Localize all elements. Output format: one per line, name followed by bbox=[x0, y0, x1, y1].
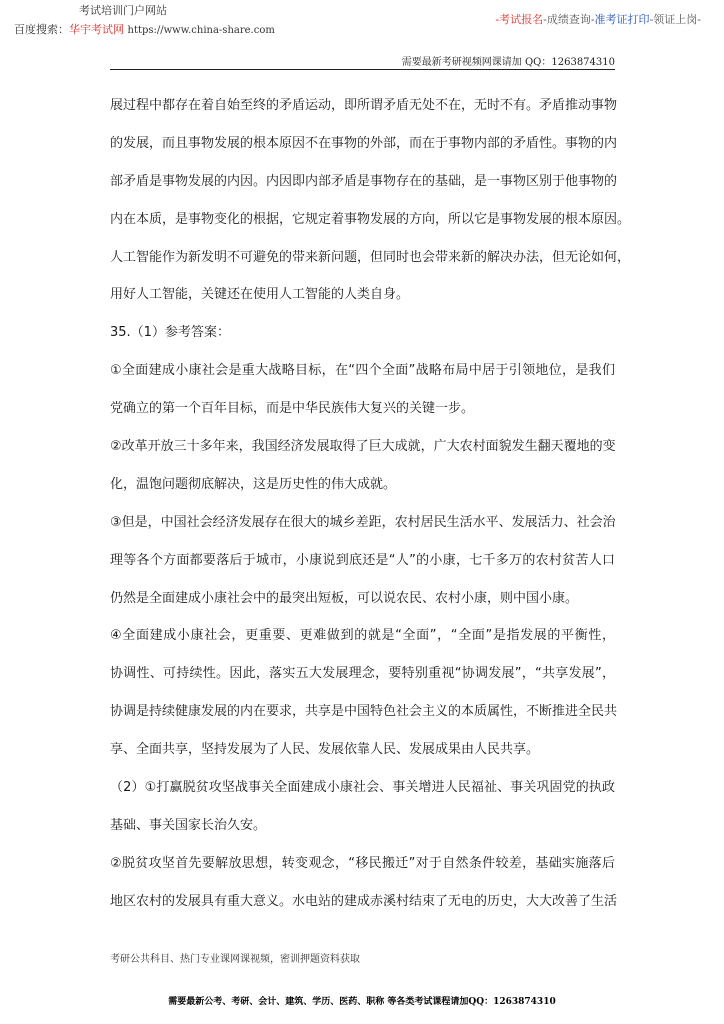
text-line: 协调性、可持续性。因此，落实五大发展理念，要特别重视“协调发展”，“共享发展”， bbox=[110, 666, 615, 682]
text-line: 协调是持续健康发展的内在要求，共享是中国特色社会主义的本质属性，不断推进全民共 bbox=[110, 704, 618, 720]
header-note: 需要最新考研视频网课请加 QQ：1263874310 bbox=[401, 57, 615, 68]
text-line: 部矛盾是事物发展的内因。内因即内部矛盾是事物存在的基础，是一事物区别于他事物的 bbox=[110, 173, 618, 189]
text-line: ②脱贫攻坚首先要解放思想，转变观念，“移民搬迁”对于自然条件较差，基础实施落后 bbox=[110, 855, 615, 871]
search-hint bbox=[14, 21, 275, 37]
link-score-query[interactable]: -成绩查询 bbox=[543, 13, 591, 26]
document-body bbox=[110, 96, 631, 930]
link-exam-registration[interactable]: -考试报名 bbox=[495, 13, 544, 26]
header-divider bbox=[110, 69, 615, 70]
text-line: 党确立的第一个百年目标，而是中华民族伟大复兴的关键一步。 bbox=[110, 401, 475, 417]
search-label: 百度搜索： bbox=[14, 23, 69, 36]
text-line: 人工智能作为新发明不可避免的带来新问题，但同时也会带来新的解决办法，但无论如何， bbox=[110, 249, 631, 265]
text-line: 仍然是全面建成小康社会中的最突出短板，可以说农民、农村小康，则中国小康。 bbox=[110, 590, 579, 606]
text-line: 用好人工智能，关键还在使用人工智能的人类自身。 bbox=[110, 287, 410, 303]
question-heading: 35.（1）参考答案： bbox=[110, 325, 230, 341]
footer-contact: 需要最新公考、考研、会计、建筑、学历、医药、职称 等各类考试课程请加QQ：1263874310 bbox=[168, 997, 556, 1007]
text-line: 理等各个方面都要落后于城市，小康说到底还是“人”的小康，七千多万的农村贫苦人口 bbox=[110, 552, 615, 568]
text-line: 享、全面共享，坚持发展为了人民、发展依靠人民、发展成果由人民共享。 bbox=[110, 742, 540, 758]
search-brand[interactable]: 华宇考试网 bbox=[69, 23, 124, 36]
text-line: 的发展，而且事物发展的根本原因不在事物的外部，而在于事物内部的矛盾性。事物的内 bbox=[110, 135, 618, 151]
text-line: 内在本质，是事物变化的根据，它规定着事物发展的方向，所以它是事物发展的根本原因。 bbox=[110, 211, 631, 227]
text-line: 化，温饱问题彻底解决，这是历史性的伟大成就。 bbox=[110, 476, 397, 492]
text-line: ④全面建成小康社会，更重要、更难做到的就是“全面”，“全面”是指发展的平衡性， bbox=[110, 628, 615, 644]
text-line: ③但是，中国社会经济发展存在很大的城乡差距，农村居民生活水平、发展活力、社会治 bbox=[110, 514, 616, 530]
site-title: 考试培训门户网站 bbox=[79, 4, 167, 17]
text-line: ①全面建成小康社会是重大战略目标，在“四个全面”战略布局中居于引领地位，是我们 bbox=[110, 363, 615, 379]
search-url[interactable]: https://www.china-share.com bbox=[127, 25, 275, 36]
text-line: 展过程中都存在着自始至终的矛盾运动，即所谓矛盾无处不在，无时不有。矛盾推动事物 bbox=[110, 98, 618, 113]
link-admission-ticket[interactable]: -准考证打印 bbox=[590, 13, 650, 26]
text-line: 地区农村的发展具有重大意义。水电站的建成赤溪村结束了无电的历史，大大改善了生活 bbox=[110, 893, 618, 909]
header-links bbox=[495, 11, 701, 27]
text-line: 基础、事关国家长治久安。 bbox=[110, 817, 267, 833]
text-line: ②改革开放三十多年来，我国经济发展取得了巨大成就，广大农村面貌发生翻天覆地的变 bbox=[110, 439, 616, 455]
text-line: （2）①打赢脱贫攻坚战事关全面建成小康社会、事关增进人民福祉、事关巩固党的执政 bbox=[110, 780, 615, 796]
link-certificate[interactable]: -领证上岗- bbox=[649, 13, 701, 26]
footer-note: 考研公共科目、热门专业课网课视频，密训押题资料获取 bbox=[110, 954, 360, 965]
